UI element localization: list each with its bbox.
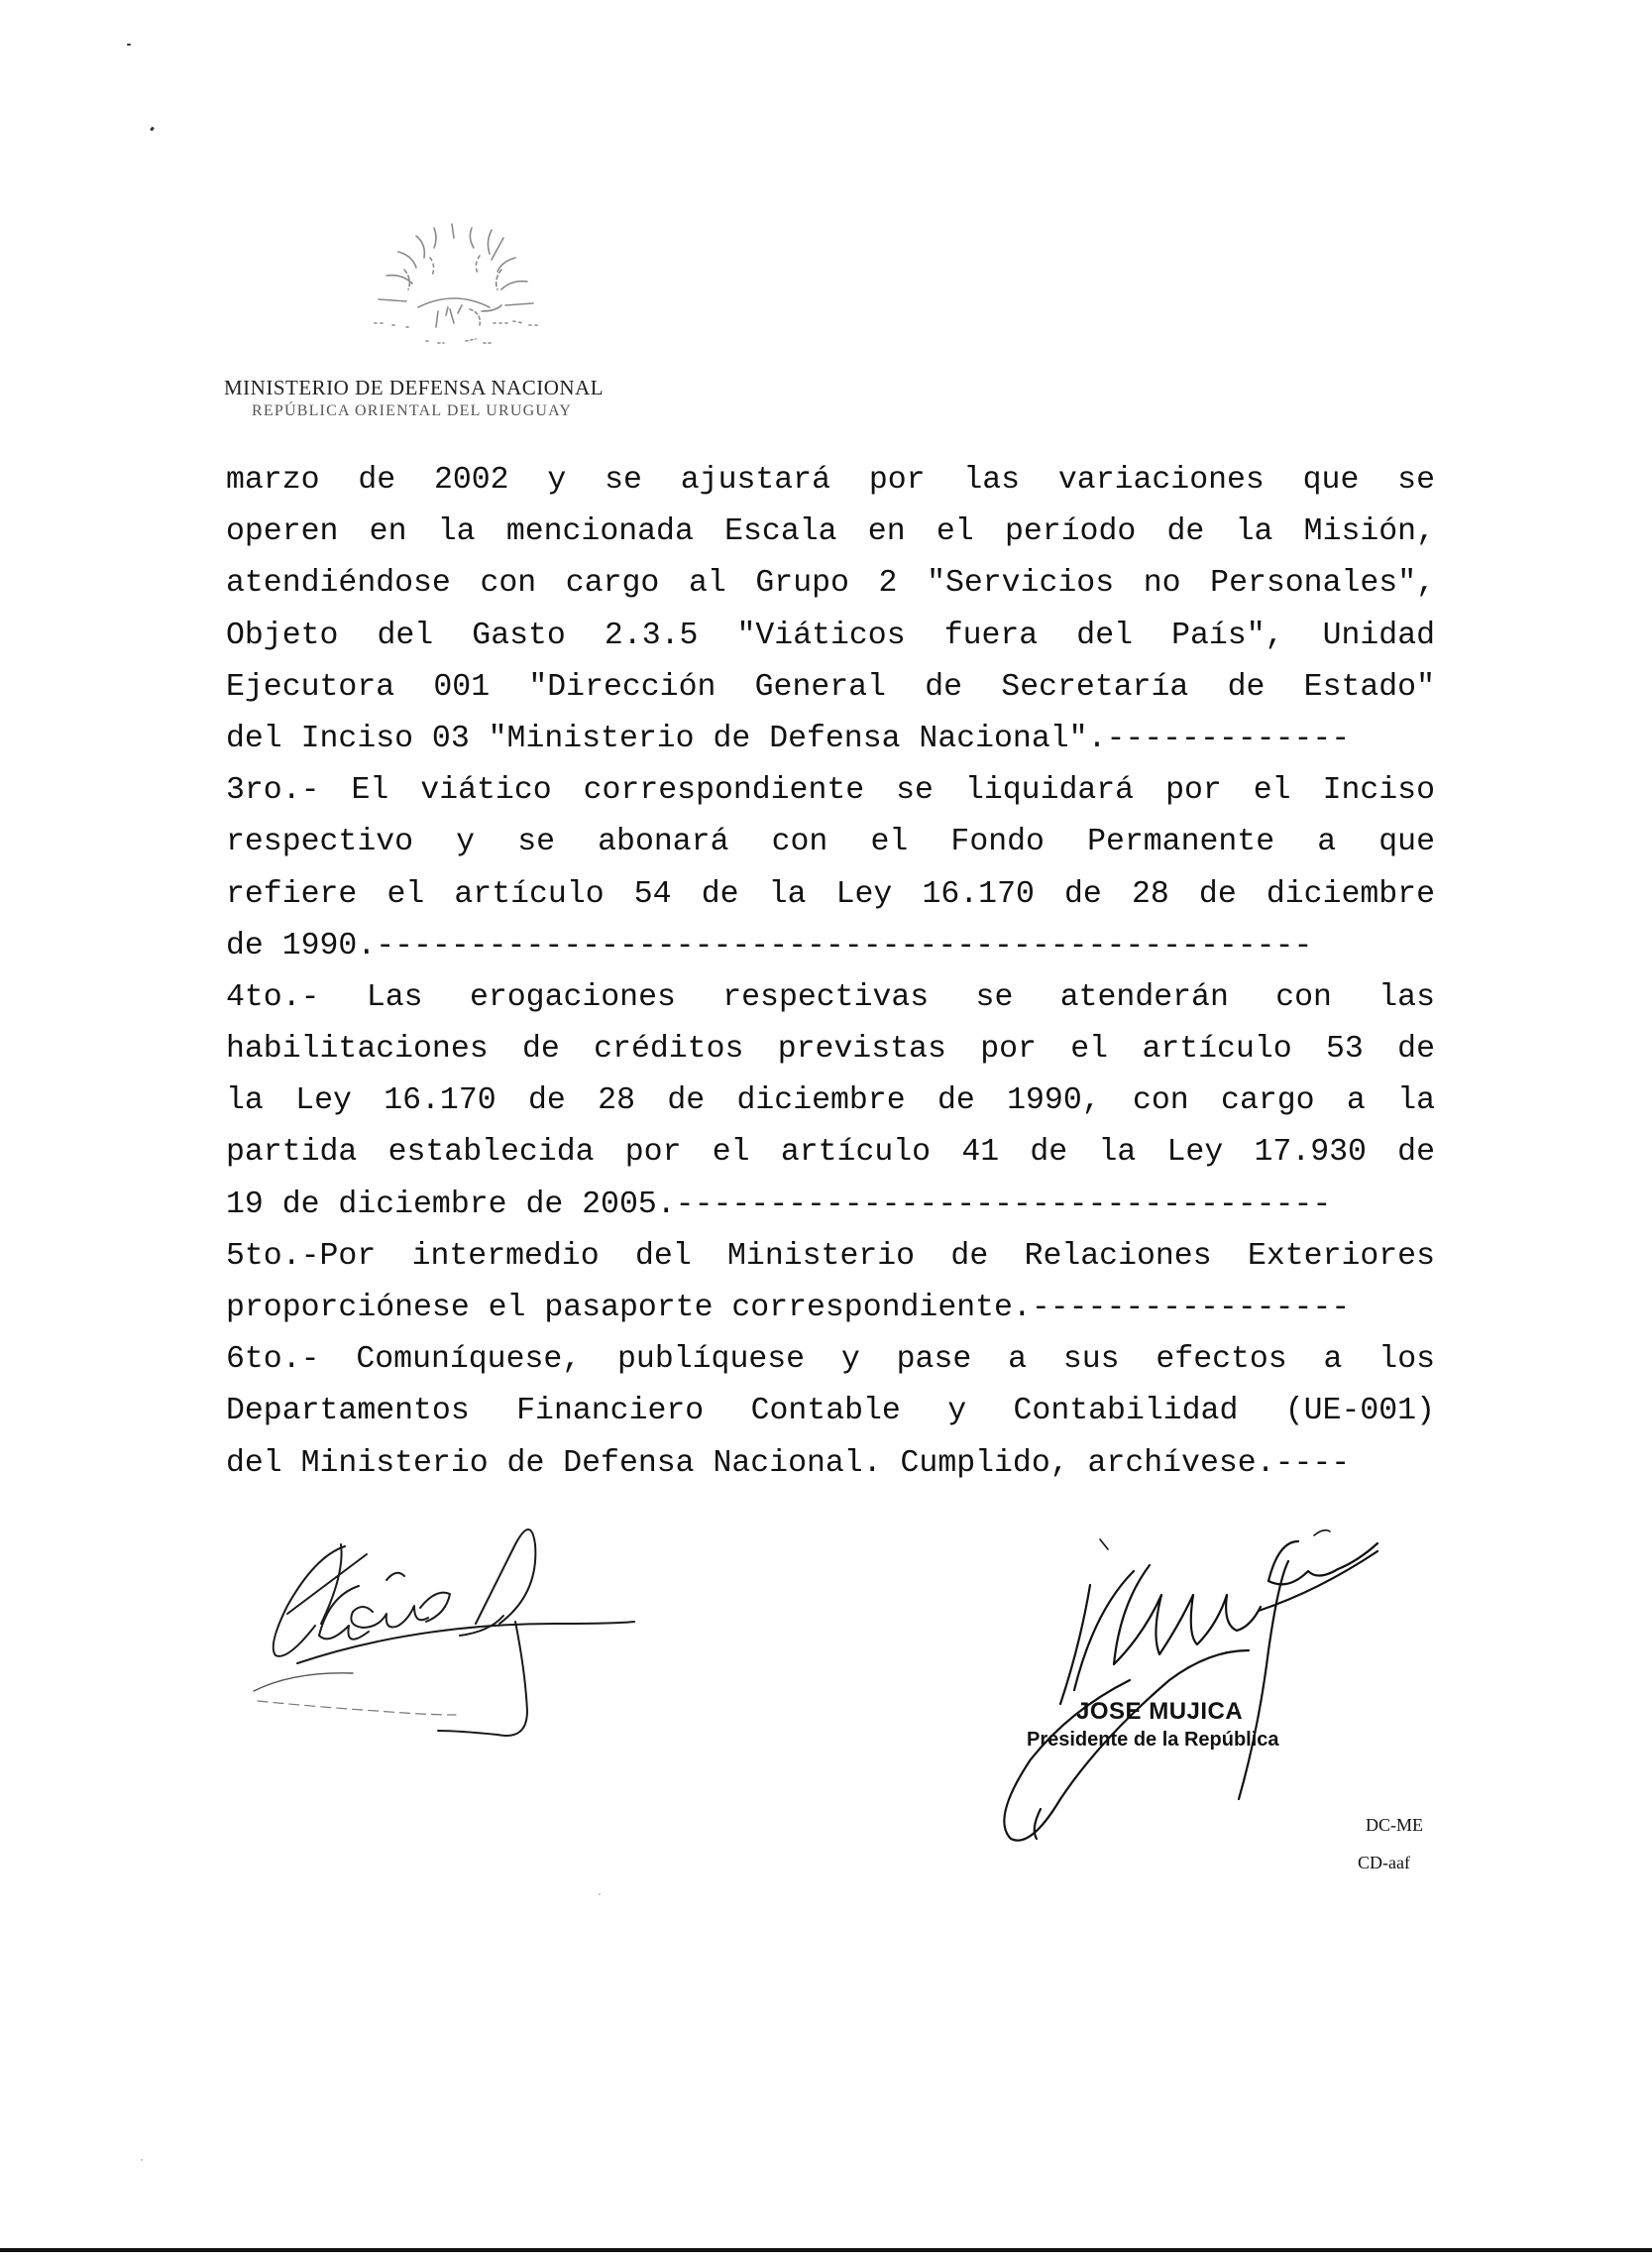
text-line: Ejecutora 001 "Dirección General de Secretaría de Estado": [226, 669, 1435, 705]
scan-speck: [150, 127, 155, 132]
text-line: de 1990.--------------------------------------------------: [226, 928, 1313, 963]
scan-speck: [141, 2159, 143, 2161]
text-line: habilitaciones de créditos previstas por el artículo 53 de: [226, 1032, 1435, 1068]
reference-code-1: DC-ME: [1366, 1815, 1423, 1835]
text-line: respectivo y se abonará con el Fondo Permanente a que: [226, 825, 1435, 860]
text-line: Departamentos Financiero Contable y Contabilidad (UE-001): [226, 1394, 1435, 1429]
scan-speck: [127, 44, 131, 46]
text-line: Objeto del Gasto 2.3.5 "Viáticos fuera del País", Unidad: [226, 618, 1435, 653]
text-line: proporciónese el pasaporte correspondiente.-----------------: [226, 1291, 1351, 1325]
reference-codes: [1358, 1806, 1423, 1881]
text-line: del Ministerio de Defensa Nacional. Cumplido, archívese.----: [226, 1445, 1351, 1481]
text-line: marzo de 2002 y se ajustará por las variaciones que se: [226, 463, 1435, 498]
page-bottom-rule: [0, 2248, 1652, 2252]
signer-block: [1027, 1697, 1279, 1753]
text-line: 5to.-Por intermedio del Ministerio de Relaciones Exteriores: [226, 1238, 1435, 1274]
text-line: partida establecida por el artículo 41 de la Ley 17.930 de: [226, 1135, 1435, 1171]
text-line: 3ro.- El viático correspondiente se liquidará por el Inciso: [226, 773, 1435, 809]
left-signature: [238, 1517, 704, 1745]
ministry-title: MINISTERIO DE DEFENSA NACIONAL: [224, 376, 605, 399]
signer-title: Presidente de la República: [1027, 1729, 1279, 1751]
sun-seal-icon: [335, 216, 573, 367]
ministry-header: [224, 375, 604, 422]
signer-name: JOSE MUJICA: [1076, 1698, 1244, 1725]
text-line: 4to.- Las erogaciones respectivas se atenderán con las: [226, 979, 1435, 1015]
text-line: la Ley 16.170 de 28 de diciembre de 1990, con cargo a la: [226, 1083, 1435, 1119]
text-line: del Inciso 03 "Ministerio de Defensa Nacional".-------------: [226, 721, 1351, 756]
text-line: 6to.- Comuníquese, publíquese y pase a sus efectos a los: [226, 1342, 1435, 1378]
republic-subtitle: REPÚBLICA ORIENTAL DEL URUGUAY: [252, 402, 573, 419]
decree-body: [226, 455, 1435, 1490]
reference-code-2: CD-aaf: [1358, 1853, 1410, 1872]
text-line: refiere el artículo 54 de la Ley 16.170 de 28 de diciembre: [226, 876, 1435, 912]
text-line: atendiéndose con cargo al Grupo 2 "Servicios no Personales",: [226, 566, 1435, 602]
scan-speck: [599, 1893, 601, 1895]
text-line: 19 de diciembre de 2005.-----------------------------------: [226, 1187, 1332, 1222]
text-line: operen en la mencionada Escala en el período de la Misión,: [226, 514, 1435, 550]
right-signature: [922, 1522, 1417, 1859]
